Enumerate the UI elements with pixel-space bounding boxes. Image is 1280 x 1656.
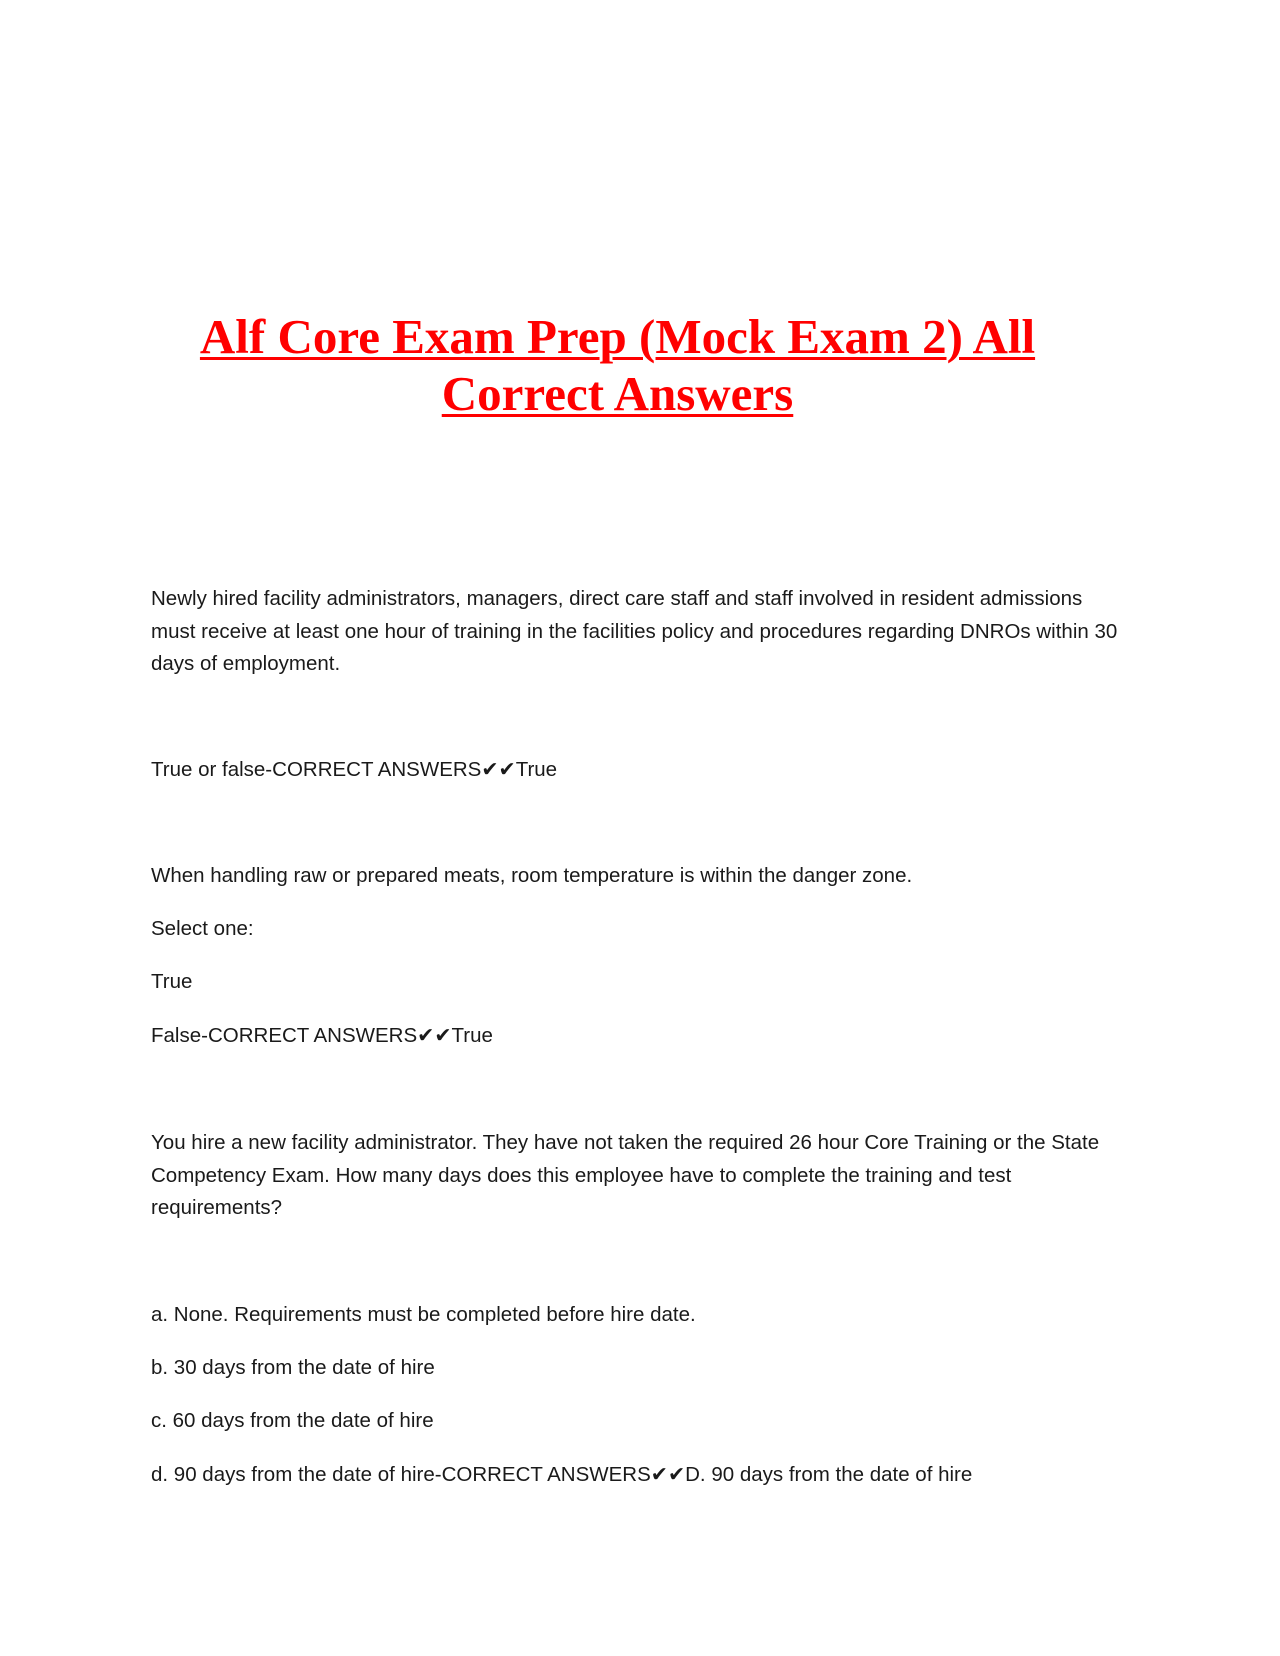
question-3-option-b: b. 30 days from the date of hire: [151, 1356, 435, 1379]
question-3-answer: d. 90 days from the date of hire-CORRECT ANSWERS✔✔D. 90 days from the date of hire: [151, 1463, 973, 1486]
question-3-text: You hire a new facility administrator. They have not taken the required 26 hour Core Training or the State Competency Exam. How many days does this employee have to complete the training and test requirements?: [151, 1131, 1100, 1219]
question-2-option-true: True: [151, 970, 193, 993]
document-title: [150, 308, 1085, 422]
question-3-option-c: c. 60 days from the date of hire: [151, 1409, 434, 1432]
question-2-answer: False-CORRECT ANSWERS✔✔True: [151, 1024, 493, 1047]
question-1-text: Newly hired facility administrators, managers, direct care staff and staff involved in resident admissions must receive at least one hour of training in the facilities policy and procedures regarding DNROs within 30 days of employment.: [151, 587, 1118, 675]
question-3-option-a: a. None. Requirements must be completed before hire date.: [151, 1303, 696, 1326]
title-line-2: Correct Answers: [441, 366, 794, 421]
question-1-answer: True or false-CORRECT ANSWERS✔✔True: [151, 758, 558, 781]
question-2-text: When handling raw or prepared meats, room temperature is within the danger zone.: [151, 864, 913, 887]
question-2-prompt: Select one:: [151, 917, 254, 940]
title-line-1: Alf Core Exam Prep (Mock Exam 2) All: [199, 309, 1036, 364]
